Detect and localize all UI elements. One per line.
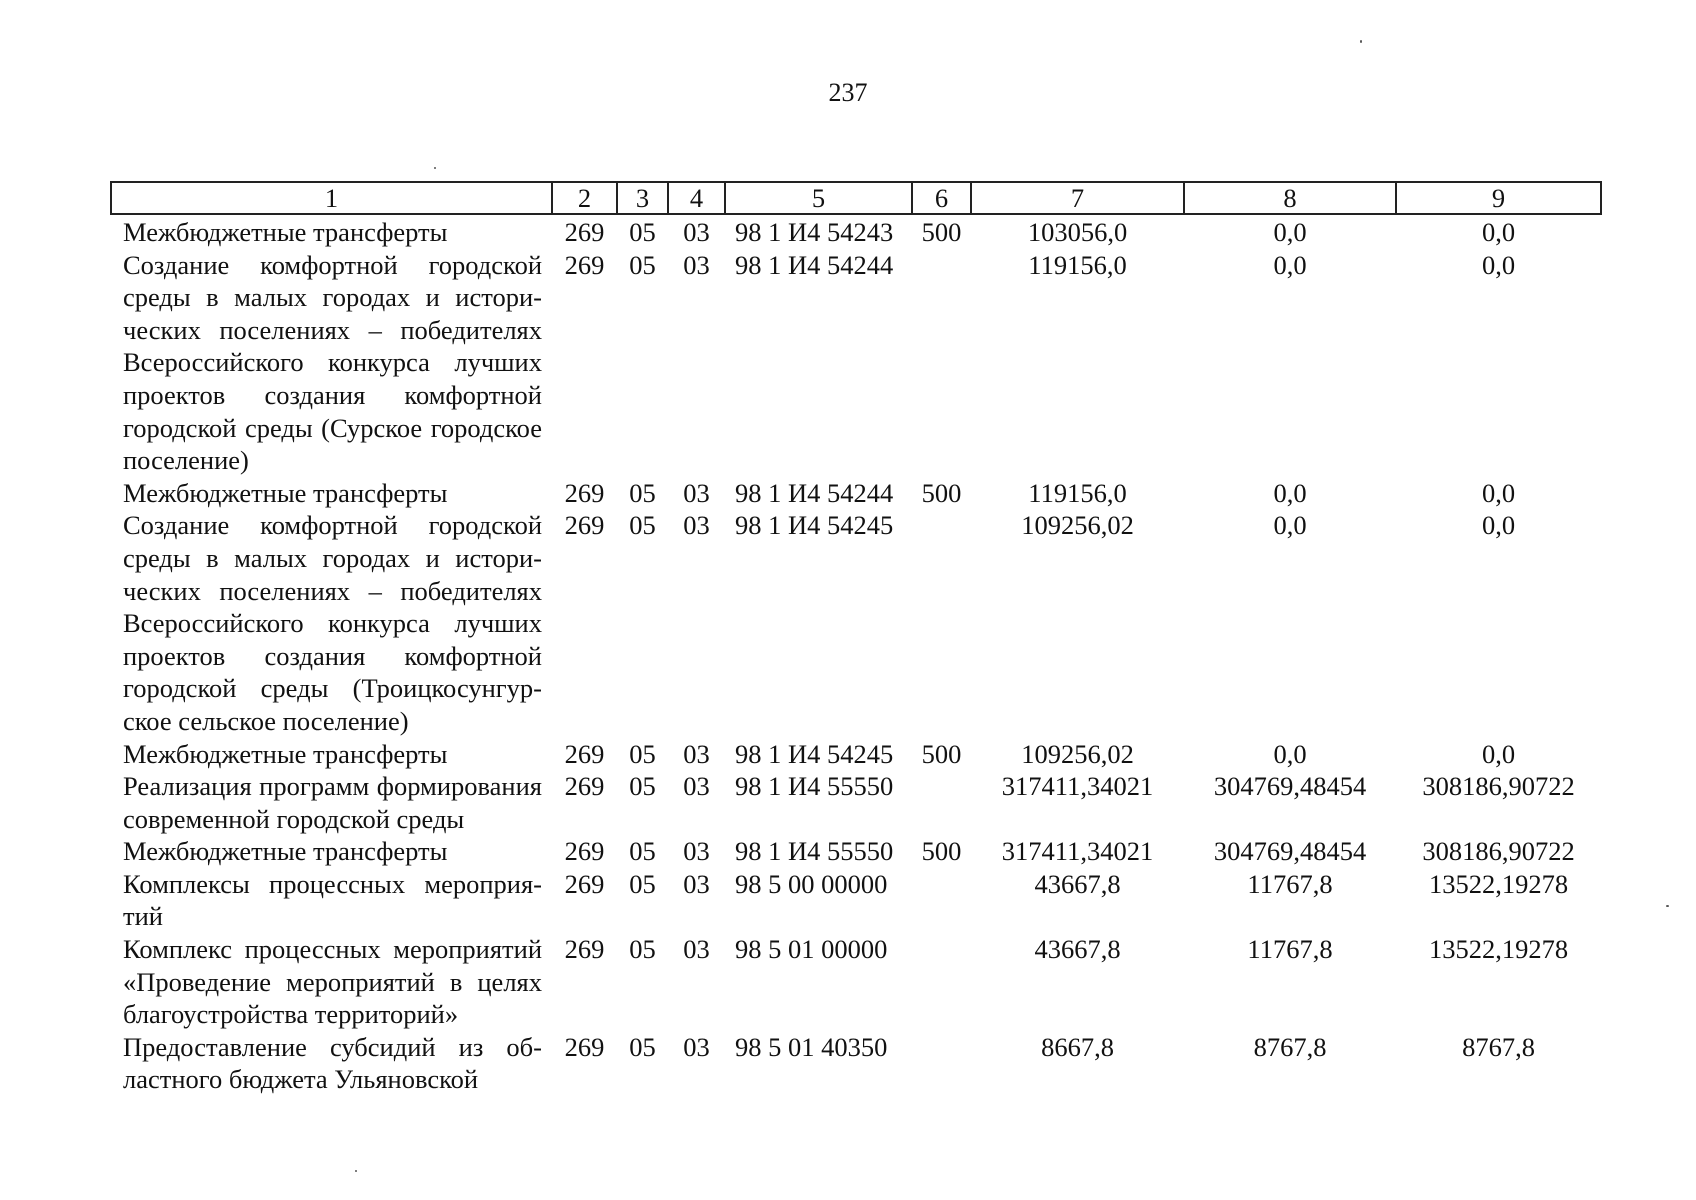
table-cell-name: Комплекс процессных мероприятий «Проведение мероприятий в целях благоустройства территорий» <box>123 934 542 1030</box>
table-cell-c6 <box>912 509 971 737</box>
table-cell-c9: 8767,8 <box>1462 1031 1535 1062</box>
table-cell-c7: 43667,8 <box>1034 934 1121 965</box>
table-cell-c5: 98 5 01 00000 <box>735 934 888 965</box>
table-cell-c5: 98 1 И4 54245 <box>735 738 894 769</box>
table-cell-c9: 13522,19278 <box>1428 934 1569 965</box>
table-cell-c2: 269 <box>564 934 605 965</box>
table-cell-c5: 98 1 И4 55550 <box>735 836 894 867</box>
table-cell-c3: 05 <box>629 868 656 899</box>
header-cell: 1 <box>111 182 552 214</box>
table-cell-c9: 0,0 <box>1481 217 1516 247</box>
table-cell-c9: 308186,90722 <box>1422 771 1575 802</box>
table-cell-c8: 11767,8 <box>1247 934 1333 965</box>
table-cell-c5: 98 5 00 00000 <box>735 868 888 899</box>
header-cell: 7 <box>971 182 1184 214</box>
table-cell-c9: 0,0 <box>1481 738 1516 769</box>
table-cell-c6 <box>912 933 971 1031</box>
table-row <box>111 509 1601 737</box>
table-cell-c2: 269 <box>564 738 605 769</box>
table-row <box>111 933 1601 1031</box>
table-cell-c4: 03 <box>683 934 710 965</box>
scan-speck <box>434 167 436 169</box>
table-cell-name: Межбюджетные трансферты <box>123 477 448 508</box>
table-cell-c6 <box>912 249 971 477</box>
table-cell-name: Межбюджетные трансферты <box>123 217 448 247</box>
table-cell-c7: 119156,0 <box>1028 249 1127 280</box>
table-cell-c8: 11767,8 <box>1247 868 1333 899</box>
table-cell-c8: 304769,48454 <box>1213 836 1367 867</box>
table-row <box>111 770 1601 835</box>
header-cell: 6 <box>912 182 971 214</box>
table-cell-c4: 03 <box>683 249 710 280</box>
table-cell-c4: 03 <box>683 217 710 247</box>
table-cell-c7: 103056,0 <box>1027 217 1128 247</box>
header-cell: 4 <box>668 182 725 214</box>
table-body <box>111 214 1601 1096</box>
table-cell-c5: 98 1 И4 54244 <box>735 249 894 280</box>
table-cell-c4: 03 <box>683 771 710 802</box>
table-cell-c6: 500 <box>921 738 962 769</box>
table-cell-c3: 05 <box>629 217 656 247</box>
table-cell-c6 <box>912 868 971 933</box>
table-cell-c9: 0,0 <box>1481 510 1516 541</box>
table-cell-c9: 13522,19278 <box>1428 868 1569 899</box>
header-cell: 3 <box>617 182 668 214</box>
table-cell-c3: 05 <box>629 836 656 867</box>
table-cell-c3: 05 <box>629 771 656 802</box>
scan-speck <box>1360 40 1362 43</box>
table-cell-c2: 269 <box>564 1031 605 1062</box>
table-cell-c5: 98 5 01 40350 <box>735 1031 888 1062</box>
table-cell-c4: 03 <box>683 1031 710 1062</box>
scan-speck <box>1666 905 1669 907</box>
table-cell-name: Создание комфортной городской среды в малых городах и исторических поселениях – победителях Всероссийского конкурса лучших проектов создания комфортной городской среды (Сурское городское поселение) <box>123 249 542 476</box>
table-cell-c6: 500 <box>921 836 962 867</box>
table-cell-c2: 269 <box>564 836 605 867</box>
table-cell-name: Реализация программ формирования современной городской среды <box>123 771 542 834</box>
table-cell-c7: 43667,8 <box>1034 868 1121 899</box>
table-cell-c9: 0,0 <box>1481 249 1516 280</box>
table-cell-c4: 03 <box>683 836 710 867</box>
budget-table <box>110 181 1602 1096</box>
table-cell-c4: 03 <box>683 868 710 899</box>
header-cell: 8 <box>1184 182 1396 214</box>
table-cell-c2: 269 <box>564 249 605 280</box>
page-number: 237 <box>828 78 868 107</box>
table-cell-c2: 269 <box>564 217 605 247</box>
table-row <box>111 868 1601 933</box>
table-cell-c7: 317411,34021 <box>1001 771 1154 802</box>
table-cell-c8: 0,0 <box>1273 477 1307 508</box>
header-cell: 9 <box>1396 182 1601 214</box>
table-cell-name: Комплексы процессных мероприятий <box>123 868 542 932</box>
table-cell-c3: 05 <box>629 510 656 541</box>
table-cell-c2: 269 <box>564 510 605 541</box>
table-cell-c6 <box>912 770 971 835</box>
table-cell-c5: 98 1 И4 54245 <box>735 510 894 541</box>
header-cell: 5 <box>725 182 912 214</box>
table-cell-c6: 500 <box>921 217 962 247</box>
table-cell-c7: 119156,0 <box>1028 477 1127 508</box>
table-row <box>111 477 1601 510</box>
table-cell-c4: 03 <box>683 477 710 508</box>
table-row <box>111 249 1601 477</box>
table-cell-c7: 109256,02 <box>1021 510 1134 541</box>
table-cell-c9: 0,0 <box>1481 477 1516 508</box>
table-cell-c8: 304769,48454 <box>1213 771 1367 802</box>
table-cell-c7: 109256,02 <box>1021 738 1134 769</box>
table-cell-c6 <box>912 1031 971 1096</box>
table-cell-c5: 98 1 И4 54243 <box>735 217 894 247</box>
table-cell-c3: 05 <box>629 738 656 769</box>
table-cell-c8: 0,0 <box>1273 738 1307 769</box>
table-row <box>111 1031 1601 1096</box>
table-cell-c7: 8667,8 <box>1041 1031 1114 1062</box>
table-cell-c4: 03 <box>683 510 710 541</box>
table-row <box>111 214 1601 249</box>
table-cell-name: Межбюджетные трансферты <box>123 738 448 769</box>
scan-speck <box>355 1170 357 1172</box>
table-cell-c8: 8767,8 <box>1253 1031 1327 1062</box>
table-cell-c3: 05 <box>629 249 656 280</box>
header-cell: 2 <box>552 182 617 214</box>
table-cell-c2: 269 <box>564 477 605 508</box>
table-cell-c2: 269 <box>564 868 605 899</box>
table-cell-name: Межбюджетные трансферты <box>123 836 448 867</box>
table-cell-c6: 500 <box>921 477 962 508</box>
table-cell-c5: 98 1 И4 54244 <box>735 477 894 508</box>
table-cell-c2: 269 <box>564 771 605 802</box>
table-cell-c4: 03 <box>683 738 710 769</box>
table-cell-c7: 317411,34021 <box>1001 836 1154 867</box>
table-header-row <box>111 182 1601 214</box>
table-cell-c3: 05 <box>629 477 656 508</box>
table-cell-c9: 308186,90722 <box>1422 836 1575 867</box>
table-cell-name: Создание комфортной городской среды в малых городах и исторических поселениях – победителях Всероссийского конкурса лучших проектов создания комфортной городской среды (Троицкосунгурское сельское поселение) <box>123 510 542 736</box>
table-cell-name: Предоставление субсидий из областного бюджета Ульяновской <box>123 1031 542 1095</box>
table-cell-c5: 98 1 И4 55550 <box>735 771 894 802</box>
table-cell-c3: 05 <box>629 1031 656 1062</box>
table-cell-c8: 0,0 <box>1273 249 1307 280</box>
table-cell-c8: 0,0 <box>1273 217 1307 247</box>
table-row <box>111 738 1601 771</box>
table-row <box>111 835 1601 868</box>
table-cell-c8: 0,0 <box>1273 510 1307 541</box>
table-cell-c3: 05 <box>629 934 656 965</box>
